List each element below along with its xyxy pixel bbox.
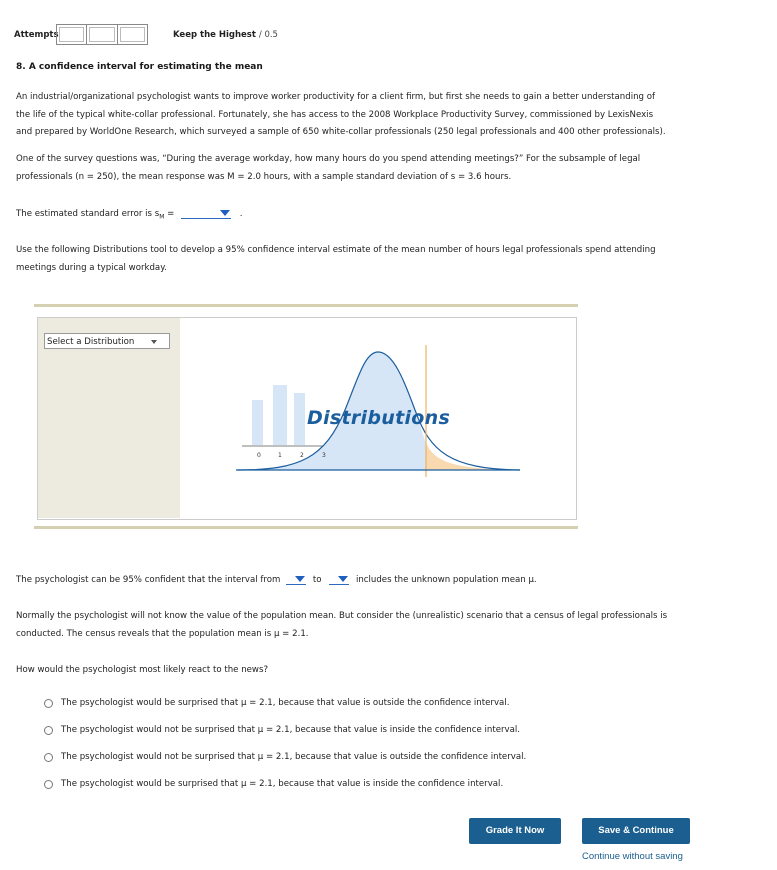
- option-label: The psychologist would not be surprised that μ = 2.1, because that value is inside the confidence interval.: [61, 725, 520, 735]
- radio-button[interactable]: [44, 780, 53, 789]
- attempt-boxes: [56, 24, 148, 45]
- std-error-line: [16, 206, 716, 226]
- select-distribution-dropdown[interactable]: [44, 333, 170, 349]
- intro-line: and prepared by WorldOne Research, which surveyed a sample of 650 white-collar professionals (250 legal professionals and 400 other professionals).: [16, 127, 666, 137]
- keep-highest-label: [173, 30, 278, 40]
- std-error-dropdown[interactable]: [181, 208, 231, 219]
- radio-button[interactable]: [44, 753, 53, 762]
- attempt-box: [57, 25, 87, 44]
- option-label: The psychologist would not be surprised that μ = 2.1, because that value is outside the confidence interval.: [61, 752, 527, 762]
- continue-without-saving-link[interactable]: Continue without saving: [582, 851, 683, 862]
- tail-fill: [426, 443, 520, 470]
- score-text: / 0.5: [258, 30, 278, 40]
- intro-line: An industrial/organizational psychologist wants to improve worker productivity for a client firm, but first she needs to gain a better understanding of: [16, 92, 656, 102]
- instructions-line: meetings during a typical workday.: [16, 262, 167, 273]
- confidence-to: to: [312, 575, 322, 585]
- ci-lower-dropdown[interactable]: [286, 574, 306, 585]
- intro-line: the life of the typical white-collar professional. Fortunately, she has access to the 2008 Workplace Productivity Survey, commissioned by LexisNexis: [16, 109, 654, 120]
- std-error-eq: =: [167, 209, 175, 219]
- option-row[interactable]: [44, 779, 503, 789]
- option-row[interactable]: [44, 752, 526, 762]
- confidence-suffix: includes the unknown population mean μ.: [355, 575, 537, 585]
- chevron-down-icon: [338, 576, 348, 582]
- bar-axis-label: 0: [257, 452, 261, 459]
- histogram-bar: [294, 393, 305, 445]
- question-title: 8. A confidence interval for estimating the mean: [16, 62, 263, 72]
- histogram-bar: [252, 400, 263, 445]
- std-error-sub: M: [159, 213, 165, 221]
- attempts-label: Attempts: [14, 30, 59, 40]
- select-distribution-label: Select a Distribution: [47, 337, 135, 347]
- chevron-down-icon: [220, 210, 230, 216]
- attempt-box: [118, 25, 147, 44]
- survey-paragraph: [16, 151, 716, 186]
- bar-axis-label: 3: [322, 452, 326, 459]
- react-question: How would the psychologist most likely react to the news?: [16, 665, 269, 675]
- option-row[interactable]: [44, 725, 520, 735]
- census-line: Normally the psychologist will not know the value of the population mean. But consider the (unrealistic) scenario that a census of legal professionals is: [16, 611, 668, 621]
- confidence-line: [16, 572, 716, 590]
- tool-top-border: [34, 304, 578, 307]
- bar-axis-label: 1: [278, 452, 282, 459]
- option-row[interactable]: [44, 698, 509, 708]
- census-line: conducted. The census reveals that the population mean is μ = 2.1.: [16, 628, 309, 639]
- option-label: The psychologist would be surprised that μ = 2.1, because that value is outside the confidence interval.: [61, 698, 510, 708]
- survey-line: One of the survey questions was, “During the average workday, how many hours do you spend attending meetings?” For the subsample of legal: [16, 154, 641, 164]
- attempt-box: [87, 25, 117, 44]
- chevron-down-icon: [295, 576, 305, 582]
- radio-button[interactable]: [44, 726, 53, 735]
- ci-upper-dropdown[interactable]: [329, 574, 349, 585]
- confidence-prefix: The psychologist can be 95% confident that the interval from: [16, 575, 281, 585]
- std-error-prefix: The estimated standard error is s: [16, 209, 160, 219]
- caret-down-icon: [151, 340, 157, 344]
- instructions-paragraph: [16, 242, 716, 277]
- survey-line: professionals (n = 250), the mean response was M = 2.0 hours, with a sample standard deviation of s = 3.6 hours.: [16, 171, 512, 182]
- intro-paragraph: [16, 89, 716, 142]
- bar-axis-label: 2: [300, 452, 304, 459]
- keep-highest-text: Keep the Highest: [173, 30, 256, 40]
- distributions-title: Distributions: [307, 407, 451, 429]
- histogram-bar: [273, 385, 287, 445]
- census-paragraph: [16, 608, 716, 643]
- std-error-end: .: [239, 209, 243, 219]
- option-label: The psychologist would be surprised that μ = 2.1, because that value is inside the confidence interval.: [61, 779, 504, 789]
- instructions-line: Use the following Distributions tool to develop a 95% confidence interval estimate of the mean number of hours legal professionals spend attending: [16, 245, 656, 255]
- tool-bottom-border: [34, 526, 578, 529]
- save-continue-button[interactable]: Save & Continue: [582, 818, 690, 844]
- grade-it-now-button[interactable]: Grade It Now: [469, 818, 561, 844]
- radio-button[interactable]: [44, 699, 53, 708]
